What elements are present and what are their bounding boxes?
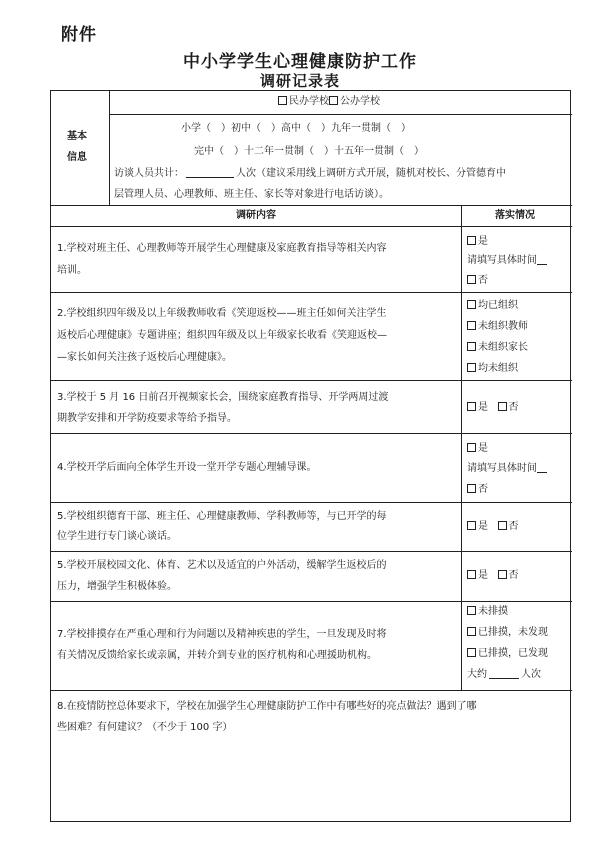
item-7-opt-2-checkbox[interactable] [467, 627, 476, 636]
column-divider [461, 205, 462, 690]
interview-prefix: 访谈人员共计： [114, 168, 184, 179]
basic-info-label-1: 基本 [67, 131, 87, 142]
item-3-yes-checkbox[interactable] [467, 402, 476, 411]
item-1-yes-checkbox[interactable] [467, 236, 476, 245]
item-5-yes-checkbox[interactable] [467, 521, 476, 530]
item-1-fill-label: 请填写具体时间 [467, 255, 537, 266]
public-school-checkbox[interactable] [329, 96, 338, 105]
item-7-opt-3-checkbox[interactable] [467, 648, 476, 657]
item-7-option-2 [467, 622, 548, 644]
item-3-text-2: 期教学安排和开学防疫要求等给予指导。 [57, 413, 237, 424]
item-5-yes-label: 是 [478, 521, 488, 532]
row-divider [51, 380, 572, 381]
item-5-text-1: 5.学校组织德育干部、班主任、心理健康教师、学科教师等，与已开学的每 [57, 511, 387, 522]
item-4-fill-label: 请填写具体时间 [467, 463, 537, 474]
item-5-no-label: 否 [508, 521, 519, 532]
item-5-options [467, 516, 519, 538]
item-3-yes-label: 是 [478, 402, 488, 413]
row-divider [51, 433, 572, 434]
item-2-opt-3-checkbox[interactable] [467, 342, 476, 351]
item-4-yes-label: 是 [478, 443, 488, 454]
basic-info-label-2: 信息 [67, 152, 87, 163]
item-7-text-1: 7.学校排摸存在严重心理和行为问题以及精神疾患的学生，一旦发现及时将 [57, 629, 387, 640]
item-1-option-no [467, 270, 488, 292]
interview-count-field[interactable] [186, 168, 234, 178]
item-2-option-1 [467, 295, 518, 317]
row-divider [51, 551, 572, 552]
item-4-fill [467, 458, 547, 480]
item-1-fill [467, 250, 547, 272]
item-7-opt-3-label: 已排摸，已发现 [478, 648, 548, 659]
item-6-text-2: 压力，增强学生积极体验。 [57, 581, 177, 592]
private-school-label: 民办学校 [289, 96, 329, 107]
status-column-header: 落实情况 [495, 210, 535, 221]
item-4-yes-checkbox[interactable] [467, 443, 476, 452]
item-2-opt-4-checkbox[interactable] [467, 363, 476, 372]
private-school-checkbox[interactable] [278, 96, 287, 105]
item-1-no-checkbox[interactable] [467, 275, 476, 284]
row-divider [51, 226, 572, 227]
interview-note-2: 层管理人员、心理教师、班主任、家长等对象进行电话访谈）。 [114, 189, 389, 200]
item-2-opt-1-checkbox[interactable] [467, 300, 476, 309]
item-2-opt-2-checkbox[interactable] [467, 321, 476, 330]
item-2-opt-2-label: 未组织教师 [478, 321, 528, 332]
item-5-no-checkbox[interactable] [498, 521, 507, 530]
document-title: 中小学学生心理健康防护工作 [183, 52, 417, 72]
interview-unit: 人次 [236, 168, 256, 179]
item-6-options [467, 565, 519, 587]
item-7-option-1 [467, 601, 508, 623]
item-1-text-2: 培训。 [57, 265, 87, 276]
item-2-text-2: 返校后心理健康》专题讲座；组织四年级及以上年级家长收看《笑迎返校— [57, 330, 387, 341]
row-divider [51, 292, 572, 293]
item-7-option-3 [467, 643, 548, 665]
item-8-text-2: 些困难？有何建议？（不少于 100 字） [57, 722, 233, 733]
school-level-row-1: 小学（ ）初中（ ）高中（ ）九年一贯制（ ） [181, 123, 411, 134]
content-column-header: 调研内容 [236, 210, 276, 221]
item-3-no-label: 否 [508, 402, 519, 413]
item-2-opt-3-label: 未组织家长 [478, 342, 528, 353]
row-divider [109, 114, 572, 115]
public-school-label: 公办学校 [340, 96, 380, 107]
item-7-count-field[interactable] [489, 669, 519, 679]
item-2-text-3: —家长如何关注孩子返校后心理健康》。 [57, 352, 232, 363]
item-7-opt-1-checkbox[interactable] [467, 606, 476, 615]
item-4-option-yes [467, 438, 488, 460]
item-7-count [467, 664, 541, 686]
attachment-label: 附件 [61, 25, 97, 45]
item-7-approx-label: 大约 [467, 669, 487, 680]
item-4-text-1: 4.学校开学后面向全体学生开设一堂开学专题心理辅导课。 [57, 462, 317, 473]
item-2-option-2 [467, 316, 528, 338]
item-2-option-4 [467, 358, 518, 380]
item-1-text-1: 1.学校对班主任、心理教师等开展学生心理健康及家庭教育指导等相关内容 [57, 243, 387, 254]
item-2-opt-4-label: 均未组织 [478, 363, 518, 374]
interview-note-1: （建议采用线上调研方式开展，随机对校长、分管德育中 [256, 168, 506, 179]
item-2-text-1: 2.学校组织四年级及以上年级教师收看《笑迎返校——班主任如何关注学生 [57, 308, 387, 319]
item-1-yes-label: 是 [478, 236, 488, 247]
item-8-answer-area[interactable] [57, 743, 565, 817]
survey-table [50, 90, 571, 822]
item-7-unit-label: 人次 [521, 669, 541, 680]
item-6-text-1: 5.学校开展校园文化、体育、艺术以及适宜的户外活动，缓解学生返校后的 [57, 560, 387, 571]
item-6-no-checkbox[interactable] [498, 570, 507, 579]
school-level-row-2: 完中（ ）十二年一贯制（ ）十五年一贯制（ ） [194, 146, 424, 157]
item-6-yes-label: 是 [478, 570, 488, 581]
item-7-opt-2-label: 已排摸，未发现 [478, 627, 548, 638]
item-8-text-1: 8.在疫情防控总体要求下，学校在加强学生心理健康防护工作中有哪些好的亮点做法？遇到了哪 [57, 701, 477, 712]
item-7-opt-1-label: 未排摸 [478, 606, 508, 617]
item-6-yes-checkbox[interactable] [467, 570, 476, 579]
item-1-no-label: 否 [478, 275, 488, 286]
item-2-opt-1-label: 均已组织 [478, 300, 518, 311]
item-4-option-no [467, 479, 488, 501]
interview-count-row [114, 163, 506, 185]
item-3-options [467, 397, 519, 419]
item-4-no-label: 否 [478, 484, 488, 495]
item-2-option-3 [467, 337, 528, 359]
item-5-text-2: 位学生进行专门谈心谈话。 [57, 531, 177, 542]
item-3-no-checkbox[interactable] [498, 402, 507, 411]
school-type-row [278, 91, 380, 113]
item-1-time-field[interactable] [537, 255, 547, 265]
column-divider [109, 91, 110, 205]
item-7-text-2: 有关情况反馈给家长或亲属，并转介到专业的医疗机构和心理援助机构。 [57, 650, 377, 661]
row-divider [51, 690, 572, 691]
item-3-text-1: 3.学校于 5 月 16 日前召开视频家长会，围绕家庭教育指导、开学两周过渡 [57, 392, 389, 403]
document-subtitle: 调研记录表 [259, 72, 340, 90]
row-divider [51, 502, 572, 503]
item-4-time-field[interactable] [537, 463, 547, 473]
item-4-no-checkbox[interactable] [467, 484, 476, 493]
item-6-no-label: 否 [508, 570, 519, 581]
